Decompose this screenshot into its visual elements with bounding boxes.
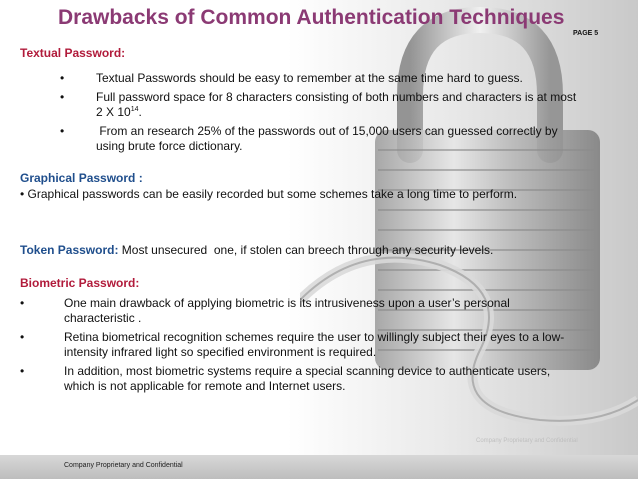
bullet-icon: • <box>60 124 65 138</box>
bullet-icon: • <box>20 330 25 344</box>
exponent: 14 <box>130 106 139 113</box>
watermark-confidential-text: Company Proprietary and Confidential <box>476 438 578 444</box>
footer-confidential-text: Company Proprietary and Confidential <box>64 462 183 469</box>
token-password-text: Most unsecured one, if stolen can breech through any security levels. <box>118 243 494 257</box>
biometric-password-heading: Biometric Password: <box>20 276 140 290</box>
biometric-bullet-3-line-2: which is not applicable for remote and Internet users. <box>64 379 346 393</box>
biometric-bullet-1-line-2: characteristic . <box>64 311 142 325</box>
textual-bullet-2-line-2 <box>96 105 142 120</box>
biometric-bullet-2-line-1: Retina biometrical recognition schemes require the user to willingly subject their eyes to a low- <box>64 330 565 344</box>
bullet-icon: • <box>60 90 65 104</box>
bullet-icon: • <box>20 296 25 310</box>
slide-title: Drawbacks of Common Authentication Techniques <box>58 6 565 29</box>
exponent-base: 2 X 10 <box>96 105 131 119</box>
textual-bullet-3-line-1: From an research 25% of the passwords out of 15,000 users can guessed correctly by <box>96 124 558 138</box>
graphical-password-text: • Graphical passwords can be easily recorded but some schemes take a long time to perform. <box>20 187 518 201</box>
bullet-icon: • <box>20 364 25 378</box>
page-number: PAGE 5 <box>573 30 599 37</box>
biometric-bullet-1-line-1: One main drawback of applying biometric is its intrusiveness upon a user’s personal <box>64 296 510 310</box>
textual-bullet-2-line-1: Full password space for 8 characters consisting of both numbers and characters is at most <box>96 90 577 104</box>
textual-bullet-3-line-2: using brute force dictionary. <box>96 139 243 153</box>
biometric-bullet-3-line-1: In addition, most biometric systems require a special scanning device to authenticate users, <box>64 364 551 378</box>
biometric-bullet-2-line-2: intensity infrared light so specified environment is required. <box>64 345 377 359</box>
graphical-password-heading: Graphical Password : <box>20 171 143 185</box>
token-password-line <box>20 243 493 258</box>
bullet-icon: • <box>60 71 65 85</box>
textual-password-heading: Textual Password: <box>20 46 126 60</box>
line-end: . <box>138 105 142 119</box>
textual-bullet-1: Textual Passwords should be easy to remember at the same time hard to guess. <box>96 71 523 85</box>
token-password-heading: Token Password: <box>20 243 119 257</box>
